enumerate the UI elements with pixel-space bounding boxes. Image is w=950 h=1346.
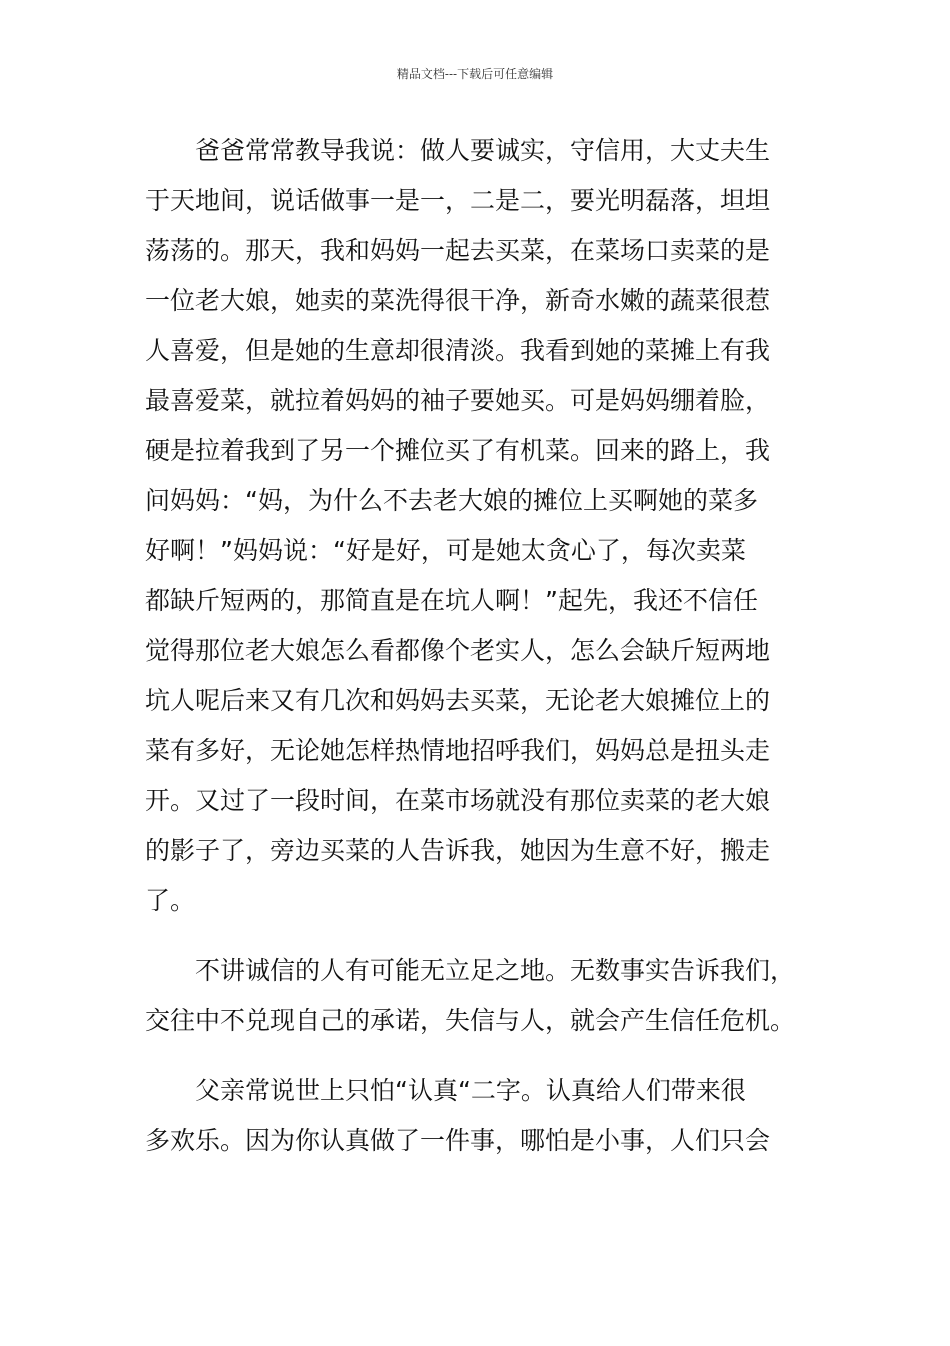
- text-line: 了。: [145, 886, 196, 915]
- text-line: 于天地间，说话做事一是一，二是二，要光明磊落，坦坦: [145, 186, 771, 215]
- text-line: 的影子了，旁边买菜的人告诉我，她因为生意不好，搬走: [145, 836, 771, 865]
- text-line: 不讲诚信的人有可能无立足之地。无数事实告诉我们，: [195, 956, 796, 985]
- page-header: 精品文档---下载后可任意编辑: [396, 67, 554, 81]
- text-line: 开。又过了一段时间，在菜市场就没有那位卖菜的老大娘: [145, 786, 771, 815]
- text-line: 觉得那位老大娘怎么看都像个老实人，怎么会缺斤短两地: [145, 636, 771, 665]
- text-line: 最喜爱菜，就拉着妈妈的袖子要她买。可是妈妈绷着脸，: [145, 386, 771, 415]
- text-line: 坑人呢后来又有几次和妈妈去买菜，无论老大娘摊位上的: [145, 686, 771, 715]
- text-line: 问妈妈：“妈，为什么不去老大娘的摊位上买啊她的菜多: [145, 486, 758, 515]
- paragraph-3: [145, 1066, 810, 1166]
- text-line: 一位老大娘，她卖的菜洗得很干净，新奇水嫩的蔬菜很惹: [145, 286, 771, 315]
- text-line: 交往中不兑现自己的承诺，失信与人，就会产生信任危机。: [145, 1006, 796, 1035]
- text-line: 荡荡的。那天，我和妈妈一起去买菜，在菜场口卖菜的是: [145, 236, 771, 265]
- text-line: 父亲常说世上只怕“认真“二字。认真给人们带来很: [195, 1076, 746, 1105]
- text-line: 爸爸常常教导我说：做人要诚实，守信用，大丈夫生: [195, 136, 771, 165]
- text-line: 硬是拉着我到了另一个摊位买了有机菜。回来的路上，我: [145, 436, 771, 465]
- text-line: 都缺斤短两的，那简直是在坑人啊！”起先，我还不信任: [145, 586, 758, 615]
- text-line: 多欢乐。因为你认真做了一件事，哪怕是小事，人们只会: [145, 1126, 771, 1155]
- paragraph-2: [145, 946, 810, 1046]
- document-body: [145, 126, 810, 1166]
- text-line: 人喜爱，但是她的生意却很清淡。我看到她的菜摊上有我: [145, 336, 771, 365]
- text-line: 好啊！”妈妈说：“好是好，可是她太贪心了，每次卖菜: [145, 536, 746, 565]
- paragraph-1: [145, 126, 810, 926]
- text-line: 菜有多好，无论她怎样热情地招呼我们，妈妈总是扭头走: [145, 736, 771, 765]
